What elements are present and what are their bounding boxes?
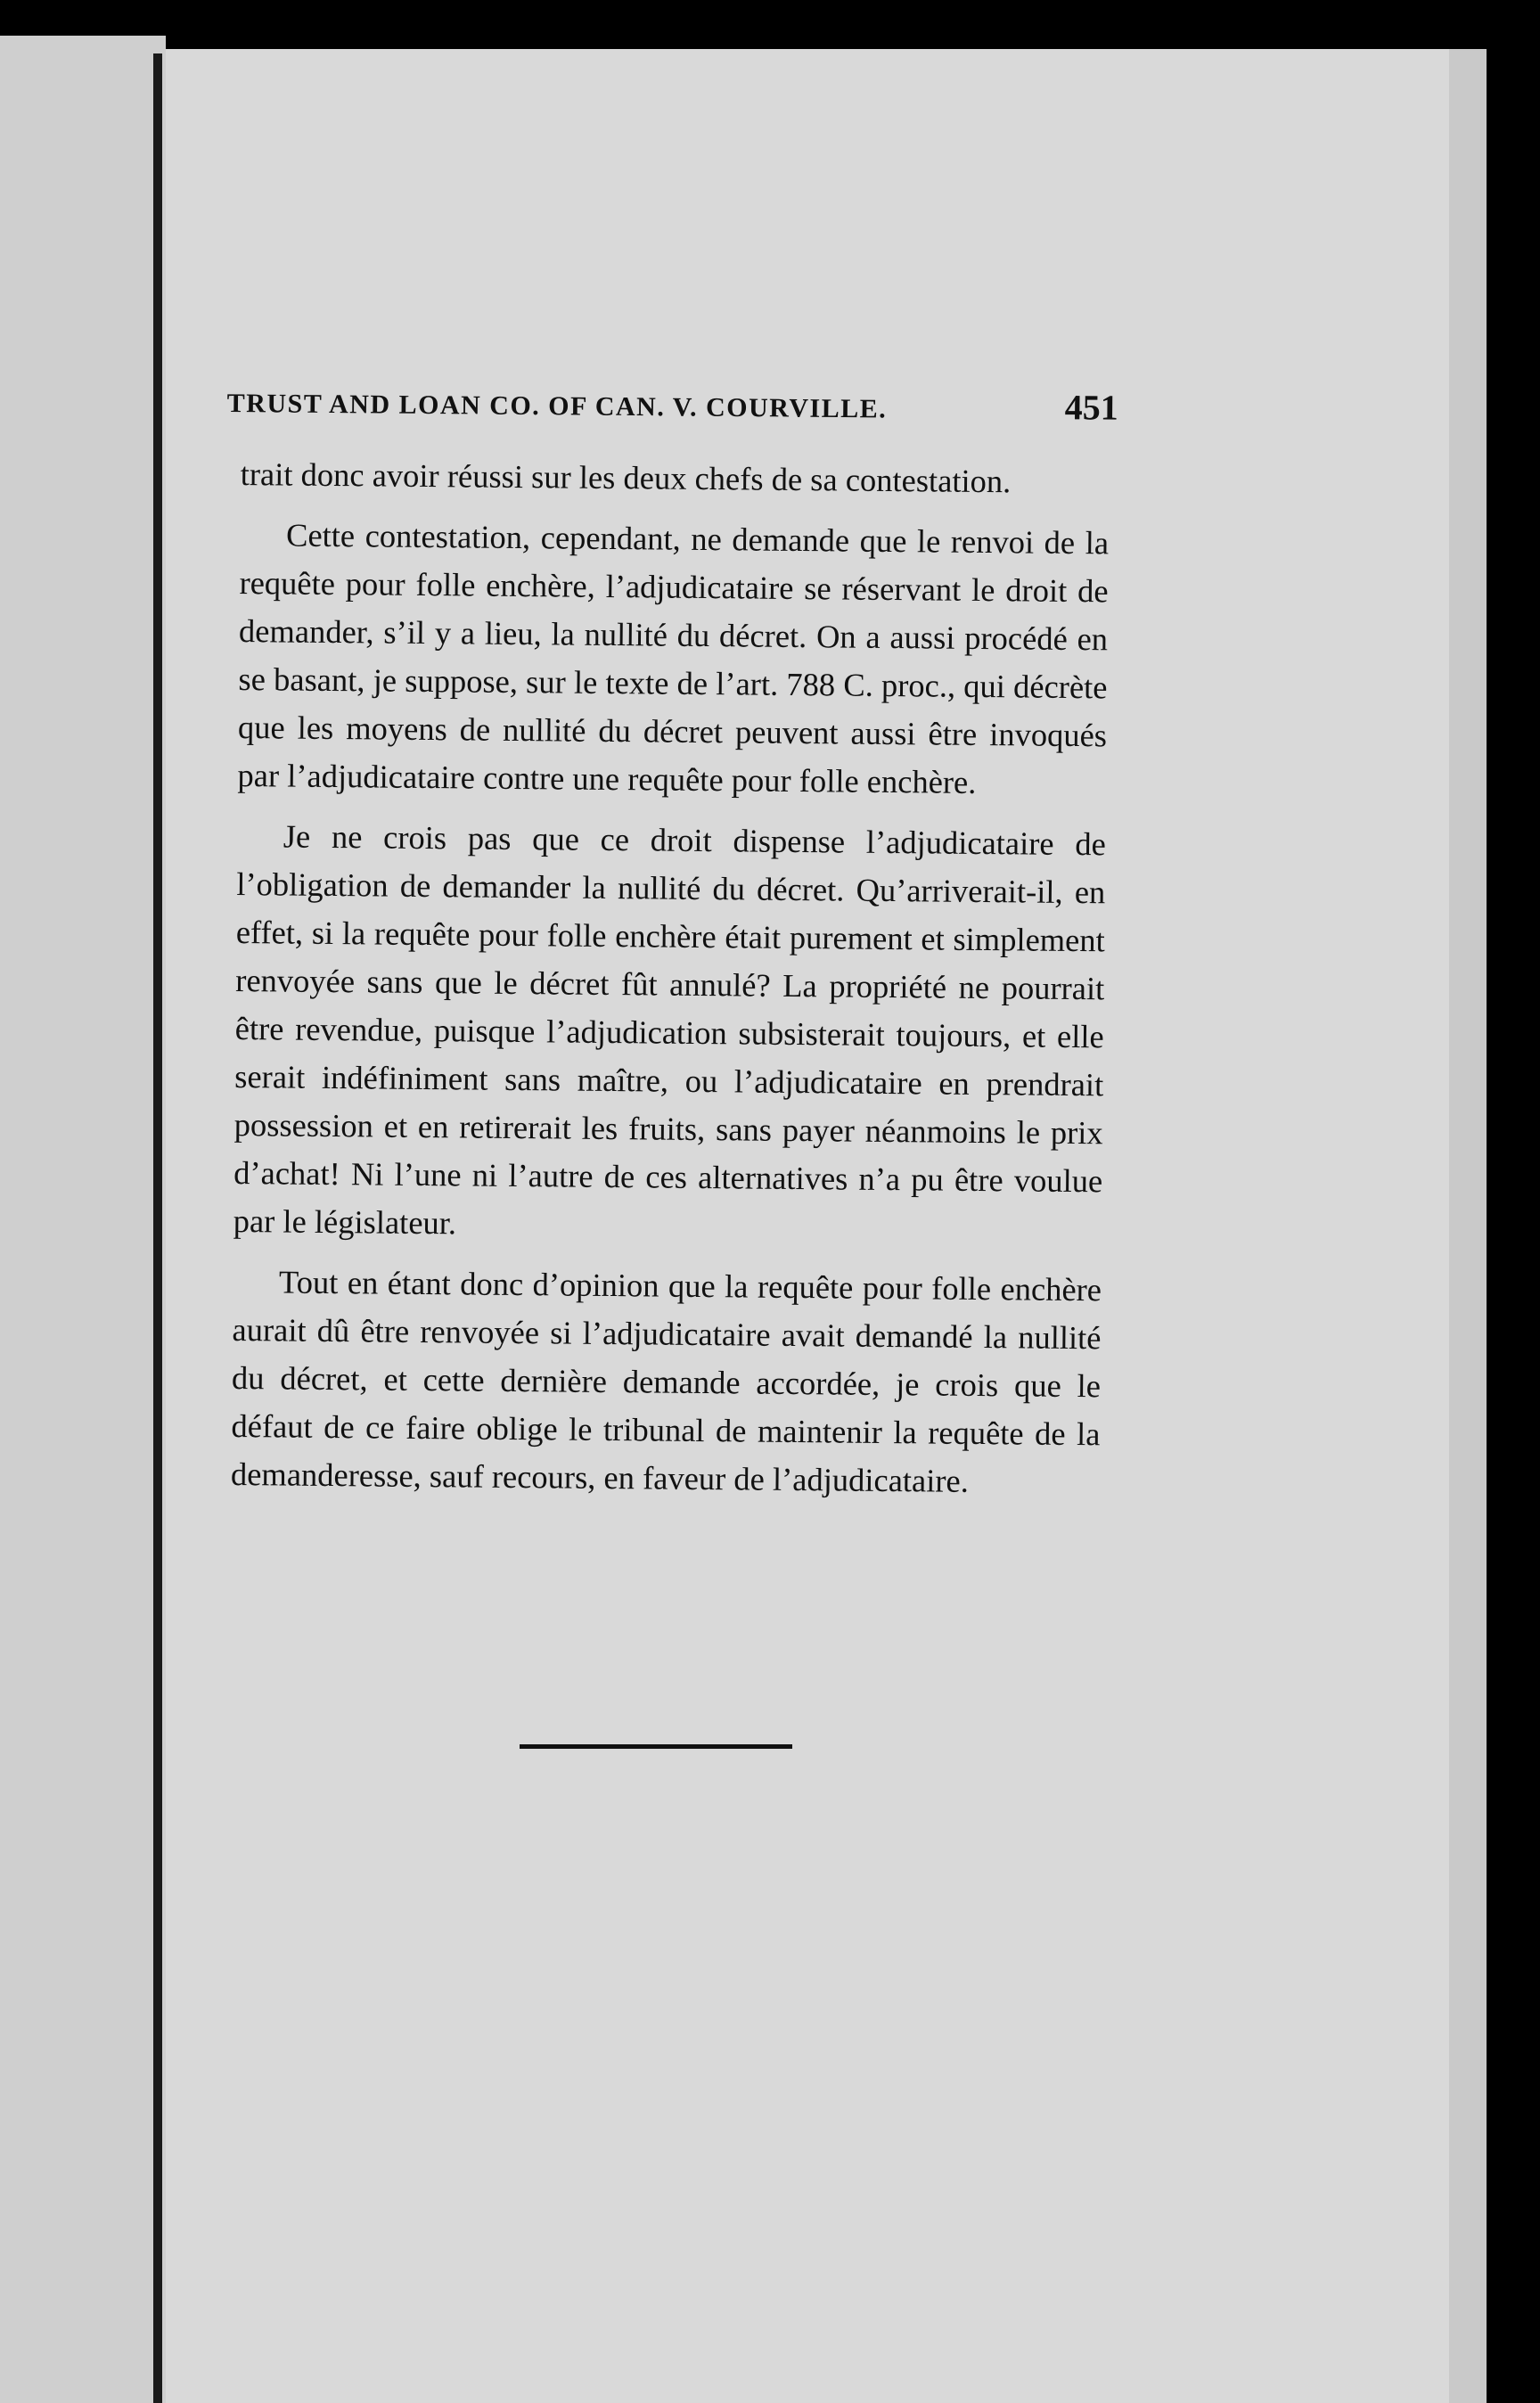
paragraph: Cette contestation, cependant, ne demande que le renvoi de la requête pour folle enchère, l’adjudicataire se réservant le droit de demander, s’il y a lieu, la nullité du décret. On a aussi procédé en se basant, je suppose, sur le texte de l’art. 788 C. proc., qui décrète que les moyens de nullité du décret peuvent aussi être invoqués par l’adjudicataire contre une requête pour folle enchère. [237, 516, 1110, 800]
page-number: 451 [1064, 387, 1118, 428]
body-text [231, 450, 1110, 1506]
paragraph: trait donc avoir réussi sur les deux chefs de sa contestation. [240, 455, 1012, 500]
running-head-title: TRUST AND LOAN CO. OF CAN. V. COURVILLE. [226, 388, 888, 424]
binding-gutter [153, 53, 162, 2403]
paragraph: Tout en étant donc d’opinion que la requête pour folle enchère aurait dû être renvoyée si l’adjudicataire avait demandé la nullité du décret, et cette dernière demande accordée, je crois que le défaut de ce faire oblige le tribunal de maintenir la requête de la demanderesse, sauf recours, en faveur de l’adjudicataire. [230, 1263, 1102, 1499]
running-header [227, 379, 1118, 429]
facing-page-edge [0, 36, 166, 2403]
page-edge-shadow [1449, 49, 1487, 2403]
end-rule [520, 1744, 792, 1749]
paragraph: Je ne crois pas que ce droit dispense l’adjudicataire de l’obligation de demander la nullité du décret. Qu’arriverait-il, en effet, si la requête pour folle enchère était purement et simplement renvoyée sans que le décret fût annulé? La propriété ne pourrait être revendue, puisque l’adjudication subsisterait toujours, et elle serait indéfiniment sans maître, ou l’adjudicataire en prendrait possession et en retirerait les fruits, sans payer néanmoins le prix d’achat! Ni l’une ni l’autre de ces alternatives n’a pu être voulue par le législateur. [233, 817, 1107, 1242]
